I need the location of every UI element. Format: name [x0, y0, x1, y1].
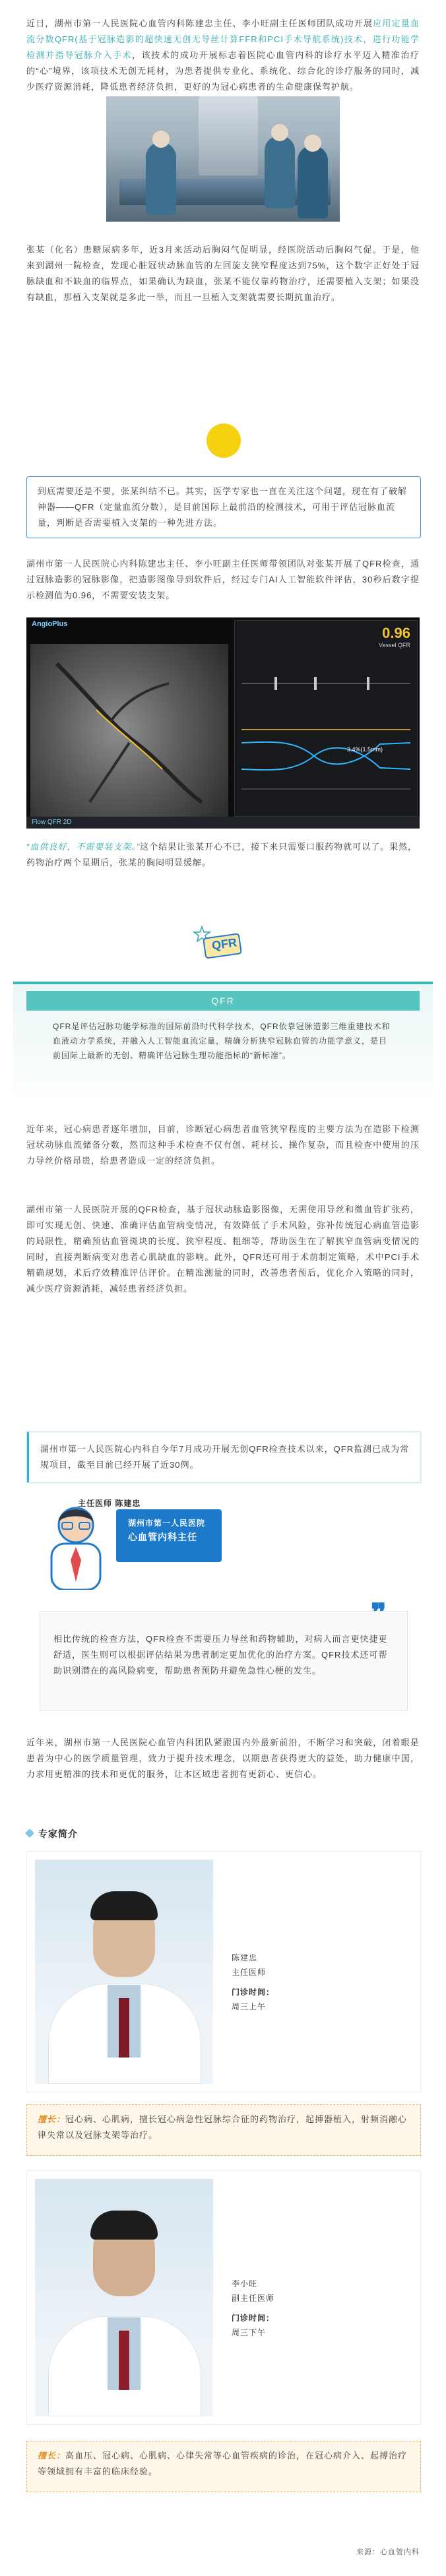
expert-1-photo	[35, 1860, 213, 2084]
expert-1-specialty: 擅长：冠心病、心肌病，擅长冠心病急性冠脉综合征的药物治疗，起搏器植入，射频消融心律失常以及冠脉支架等治疗。	[38, 2114, 408, 2140]
qfr-info-title: QFR	[26, 991, 420, 1011]
question-box	[26, 476, 421, 538]
source-note: 来源：心血管内科	[356, 2548, 420, 2556]
expert-1-info	[232, 1951, 274, 2014]
result-quote: “血供良好，不需要装支架。”	[26, 842, 141, 852]
expert-2-clinic-label: 门诊时间：	[232, 2313, 275, 2323]
angiogram-image	[30, 644, 228, 817]
expert-2-title: 副主任医师	[232, 2294, 275, 2303]
expert-1-clinic-label: 门诊时间：	[232, 1988, 275, 1997]
advantage-paragraph: 湖州市第一人民医院开展的QFR检查，基于冠状动脉造影图像，无需使用导丝和微血管扩张药，即可实现无创、快速、准确评估血管病变情况，有效降低了手术风险，弥补传统冠心病血管造影的局限性，精确预估血管斑块的长度、狭窄程度、粗细等，帮助医生在了解狭窄血管病变情况的同时，直接判断病变对患者心肌缺血的影响。此外，QFR还可用于术前制定策略，术中PCI手术精确规划，术后疗效精准评估评价。在精准测量的同时，改善患者预后，优化介入策略的同时，减少医疗资源消耗，减轻患者经济负担。	[26, 1205, 420, 1294]
qfr-readout: 3.4%(1.5mm)	[347, 746, 383, 753]
qfr-panel	[234, 620, 418, 817]
exam-paragraph: 湖州市第一人民医院心内科陈建忠主任、李小旺副主任医师带领团队对张某开展了QFR检查，通过冠脉造影的冠脉影像，把造影图像导到软件后，经过专门AI人工智能软件评估，30秒后数字提示检测值为0.96，不需要安装支架。	[26, 559, 420, 600]
expert-2-clinic: 周三下午	[232, 2328, 267, 2337]
highlight-text: 应用定量血流分数QFR(基于冠脉造影的超快速无创无导丝计算FFR和PCI手术导航系统)技术，进行功能学检测并指导冠脉介入手术	[26, 18, 420, 60]
expert-2-specialty-box	[26, 2441, 421, 2492]
qfr-value: 0.96	[382, 625, 410, 641]
progress-box	[26, 1431, 421, 1483]
progress-box-text: 湖州市第一人民医院心内科自今年7月成功开展无创QFR检查技术以来，QFR监测已成为常规项目，截至目前已经开展了近30例。	[40, 1444, 410, 1470]
software-statusbar: Flow QFR 2D	[26, 817, 420, 829]
expert-1-title: 主任医师	[232, 1968, 267, 1977]
surgery-photo	[106, 96, 340, 222]
section-diamond-icon	[25, 1829, 34, 1838]
yellow-circle-decoration	[207, 424, 241, 458]
expert-2-info	[232, 2277, 274, 2340]
expert-1-clinic: 周三上午	[232, 2002, 267, 2011]
expert-card-2	[26, 2170, 421, 2425]
closing-paragraph: 近年来，湖州市第一人民医院心血管内科团队紧跟国内外最新前沿，不断学习和突破，闭着眼是患者为中心的医学质量管理，致力于提升技术理念，以期患者获得更大的益处，助力健康中国，力求用更精准的技术和更优的服务，让本区域患者拥有更新心、更信心。	[26, 1738, 420, 1779]
vessel-drawing	[30, 644, 228, 817]
expert-card-1	[26, 1851, 421, 2092]
expert-2-name: 李小旺	[232, 2279, 258, 2288]
doctor-quote-text: 相比传统的检查方法，QFR检查不需要压力导丝和药物辅助，对病人而言更快捷更舒适，医生则可以根据评估结果为患者制定更加优化的治疗方案。QFR技术还可帮助识别潜在的高风险病变，帮助患者预防并避免急性心梗的发生。	[53, 1634, 388, 1676]
expert-2-photo	[35, 2179, 213, 2416]
sign-hospital: 湖州市第一人民医院	[128, 1519, 206, 1528]
sign-department: 心血管内科主任	[128, 1532, 197, 1542]
doctor-illustration-icon	[40, 1497, 112, 1590]
intro-paragraph: 近日，湖州市第一人民医院心血管内科陈建忠主任、李小旺副主任医师团队成功开展应用定量血流分数QFR(基于冠脉造影的超快速无创无导丝计算FFR和PCI手术导航系统)技术，进行功能学检测并指导冠脉介入手术，该技术的成功开展标志着医院心血管内科的诊疗水平迈入精准治疗的“心”境界，该项技术无创无耗材，为患者提供专业化、系统化、综合化的诊疗服务的同时，减少医疗资源消耗，降低患者经济负担，更好的为冠心病患者的生命健康保驾护航。	[26, 18, 420, 92]
progress-box-bar	[27, 1432, 29, 1482]
qfr-badge-label: QFR	[210, 935, 238, 953]
qfr-badge	[193, 926, 248, 962]
qfr-info-text: QFR是评估冠脉功能学标准的国际前沿时代科学技术，QFR依靠冠脉造影三维重建技术和血液动力学系统，并融入人工智能血流定量，精确分析狭窄冠脉血管的功能学意义，是目前国际上最新的无创、精确评估冠脉生理功能指标的“新标准”。	[53, 1022, 391, 1060]
qfr-software-screenshot	[26, 617, 420, 829]
patient-paragraph: 张某（化名）患糖尿病多年，近3月来活动后胸闷气促明显，经医院活动后胸闷气促。于是，他来到湖州一院检查，发现心脏冠状动脉血管的左回旋支狭窄程度达到75%，这个数字正好处于冠脉缺血和不缺血的临界点，如果确认为缺血，张某不能仅靠药物治疗，还需要植入支架；如果没有缺血，那植入支架就是多此一举，而且一旦植入支架就需要长期抗血治疗。	[26, 245, 420, 302]
doctor-sign	[116, 1509, 222, 1562]
question-box-text: 到底需要还是不要，张某纠结不已。其实，医学专家也一直在关注这个问题，现在有了破解神器——QFR（定量血流分数），是目前国际上最前沿的检测技术，可用于评估冠脉血流量，判断是否需要植入支架的一种先进方法。	[38, 486, 408, 528]
section-title: 专家简介	[38, 1829, 78, 1839]
expert-1-name: 陈建忠	[232, 1953, 258, 1963]
qfr-curves	[235, 657, 417, 809]
background-paragraph: 近年来，冠心病患者逐年增加，目前，诊断冠心病患者血管狭窄程度的主要方法为在造影下检测冠状动脉血流储备分数，然而这种手术检查不仅有创、耗材长、操作复杂，而且检查中使用的压力导丝价格昂贵，给患者造成一定的经济负担。	[26, 1124, 420, 1166]
result-quote-line: “血供良好，不需要装支架。”这个结果让张某开心不已，接下来只需要口服药物就可以了。果然，药物治疗两个星期后，张某的胸闷明显缓解。	[26, 842, 418, 867]
expert-2-specialty: 擅长：高血压、冠心病、心肌病、心律失常等心血管疾病的诊治，在冠心病介入、起搏治疗等领域拥有丰富的临床经验。	[38, 2451, 408, 2476]
doctor-quote-box	[40, 1611, 408, 1711]
software-brand: AngioPlus	[32, 620, 68, 628]
qfr-value-label: Vessel QFR	[378, 642, 410, 648]
sign-caption: 主任医师 陈建忠	[78, 1499, 141, 1508]
expert-1-specialty-box	[26, 2104, 421, 2156]
